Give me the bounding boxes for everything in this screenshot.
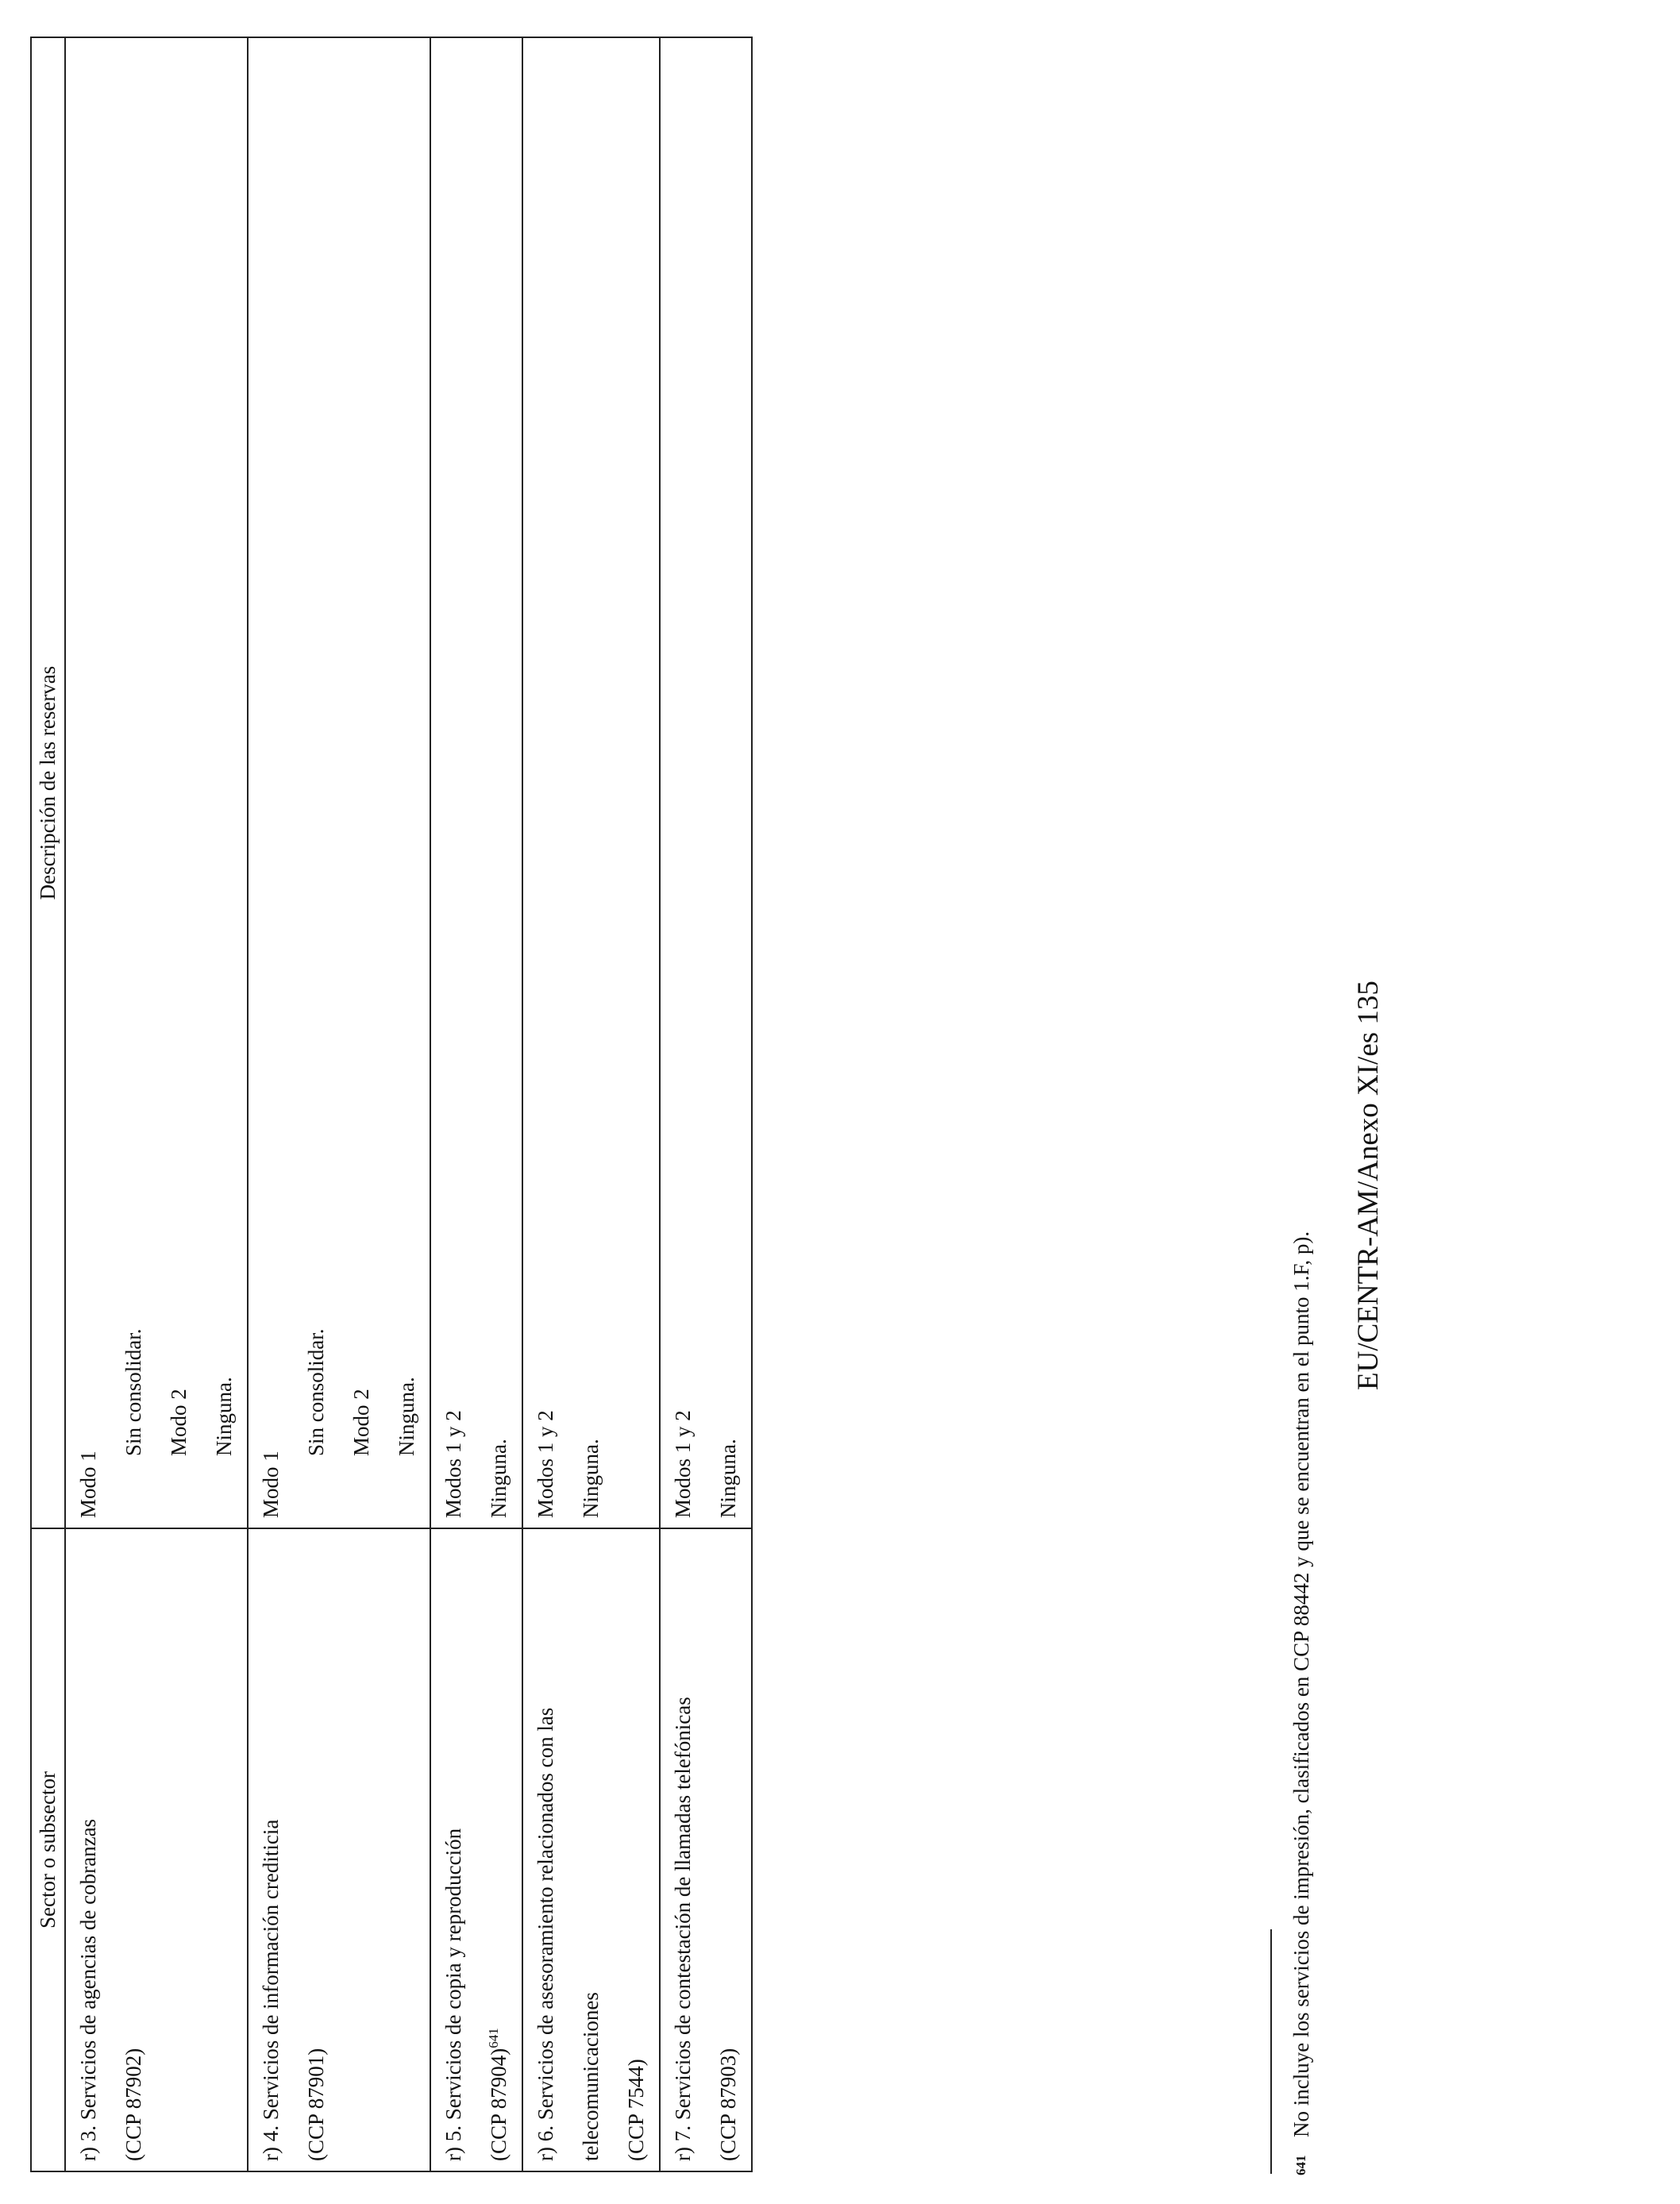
description-cell <box>660 37 752 1528</box>
sector-line <box>476 1539 522 2161</box>
sector-line <box>66 1539 111 2161</box>
sector-cell <box>248 1528 430 2171</box>
footnote-number: 641 <box>1293 2155 1308 2175</box>
description-line: Modo 1 <box>76 1451 100 1518</box>
description-line: Ninguna. <box>487 1439 511 1518</box>
sector-line <box>568 1539 614 2161</box>
sector-line-text: (CCP 87902) <box>121 2048 145 2161</box>
sector-line <box>523 1539 568 2161</box>
header-description: Descripción de las reservas <box>31 37 65 1528</box>
sector-line-text: (CCP 87903) <box>716 2048 740 2161</box>
description-cell <box>248 37 430 1528</box>
footnote <box>1286 1231 1316 2175</box>
description-line: Modos 1 y 2 <box>441 1410 465 1518</box>
footnote-rule <box>1270 1929 1272 2174</box>
sector-line-text: (CCP 87901) <box>304 2048 328 2161</box>
description-line: Modos 1 y 2 <box>534 1410 557 1518</box>
description-line: Modo 1 <box>259 1451 283 1518</box>
sector-line-text: r) 7. Servicios de contestación de llamadas telefónicas <box>671 1697 695 2161</box>
table-body <box>65 37 752 2171</box>
sector-line <box>661 1539 706 2161</box>
description-cell <box>522 37 660 1528</box>
description-line: Ninguna. <box>212 1377 236 1456</box>
sector-cell <box>65 1528 248 2171</box>
sector-line-text: r) 3. Servicios de agencias de cobranzas <box>76 1818 100 2161</box>
sector-line <box>294 1539 339 2161</box>
sector-line-text: telecomunicaciones <box>579 1992 603 2161</box>
description-line: Modos 1 y 2 <box>671 1410 695 1518</box>
sector-line-text: r) 6. Servicios de asesoramiento relacionados con las <box>534 1707 557 2161</box>
description-line: Ninguna. <box>395 1377 418 1456</box>
description-cell <box>430 37 522 1528</box>
header-sector: Sector o subsector <box>31 1528 65 2171</box>
description-line: Modo 2 <box>349 1389 373 1456</box>
sector-line <box>431 1539 476 2161</box>
sector-line-text: (CCP 87904) <box>487 2048 511 2161</box>
sector-line-text: r) 4. Servicios de información crediticia <box>259 1819 283 2161</box>
table-row <box>522 37 660 2171</box>
sector-line-text: r) 5. Servicios de copia y reproducción <box>441 1828 465 2161</box>
sector-cell <box>660 1528 752 2171</box>
sector-cell <box>522 1528 660 2171</box>
sector-line <box>614 1539 659 2161</box>
table-header-row <box>31 37 65 2171</box>
description-line: Ninguna. <box>716 1439 740 1518</box>
table-row <box>248 37 430 2171</box>
description-line: Sin consolidar. <box>121 1328 145 1456</box>
description-line: Modo 2 <box>167 1389 191 1456</box>
table-row <box>430 37 522 2171</box>
reservations-table <box>30 37 753 2172</box>
table-row <box>660 37 752 2171</box>
sector-cell <box>430 1528 522 2171</box>
table-row <box>65 37 248 2171</box>
description-line: Ninguna. <box>579 1439 603 1518</box>
footnote-text: No incluye los servicios de impresión, clasificados en CCP 88442 y que se encuentran en el punto 1.F, p). <box>1289 1231 1313 2137</box>
description-cell <box>65 37 248 1528</box>
sector-line-text: (CCP 7544) <box>624 2059 648 2161</box>
sector-line <box>249 1539 294 2161</box>
description-line: Sin consolidar. <box>304 1328 328 1456</box>
page-reference: EU/CENTR-AM/Anexo XI/es 135 <box>1352 981 1385 1390</box>
sector-line <box>706 1539 751 2161</box>
sector-line <box>111 1539 156 2161</box>
footnote-ref-641: 641 <box>486 2028 501 2048</box>
